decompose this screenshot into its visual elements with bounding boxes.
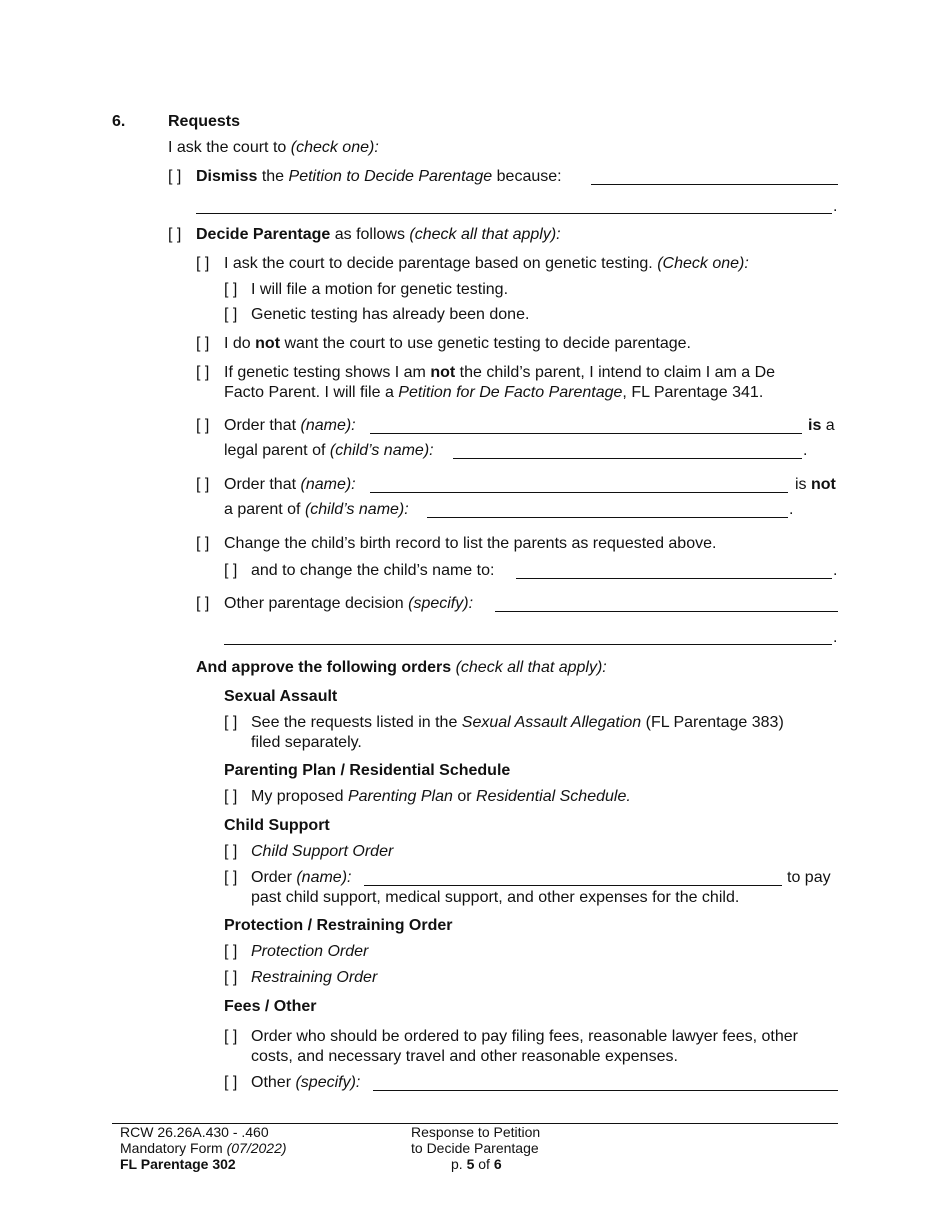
parenting-plan-checkbox[interactable]: [ ] xyxy=(224,788,238,805)
parenting-plan-heading: Parenting Plan / Residential Schedule xyxy=(224,762,511,779)
approve-label: And approve the following orders (check all that apply): xyxy=(196,659,607,676)
no-genetic-checkbox[interactable]: [ ] xyxy=(196,335,210,352)
order-is-parent-checkbox[interactable]: [ ] xyxy=(196,417,210,434)
defacto-line-2: Facto Parent. I will file a Petition for De Facto Parentage, FL Parentage 341. xyxy=(224,384,764,401)
genetic-done-checkbox[interactable]: [ ] xyxy=(224,306,238,323)
fees-line-2: costs, and necessary travel and other reasonable expenses. xyxy=(251,1048,678,1065)
decide-parentage-label: Decide Parentage as follows (check all that apply): xyxy=(196,226,561,243)
order-not-parent-is-not: is not xyxy=(795,476,836,493)
other-label: Other (specify): xyxy=(251,1074,361,1091)
fees-heading: Fees / Other xyxy=(224,998,317,1015)
order-not-parent-checkbox[interactable]: [ ] xyxy=(196,476,210,493)
change-name-field[interactable] xyxy=(516,578,832,579)
birth-record-label: Change the child’s birth record to list the parents as requested above. xyxy=(224,535,717,552)
sexual-assault-line-1: See the requests listed in the Sexual Assault Allegation (FL Parentage 383) xyxy=(251,714,784,731)
past-support-to-pay: to pay xyxy=(787,869,831,886)
order-is-parent-name-field[interactable] xyxy=(370,433,802,434)
protection-order-checkbox[interactable]: [ ] xyxy=(224,943,238,960)
restraining-order-label: Restraining Order xyxy=(251,969,378,986)
change-name-checkbox[interactable]: [ ] xyxy=(224,562,238,579)
other-checkbox[interactable]: [ ] xyxy=(224,1074,238,1091)
past-support-checkbox[interactable]: [ ] xyxy=(224,869,238,886)
order-is-parent-is-a: is a xyxy=(808,417,835,434)
child-support-order-checkbox[interactable]: [ ] xyxy=(224,843,238,860)
order-not-parent-child-field[interactable] xyxy=(427,517,788,518)
intro-text: I ask the court to (check one): xyxy=(168,139,379,156)
dismiss-reason-field[interactable] xyxy=(591,184,838,185)
other-decision-label: Other parentage decision (specify): xyxy=(224,595,474,612)
child-support-heading: Child Support xyxy=(224,817,330,834)
other-decision-checkbox[interactable]: [ ] xyxy=(196,595,210,612)
other-specify-field[interactable] xyxy=(373,1090,838,1091)
sexual-assault-line-2: filed separately. xyxy=(251,734,362,751)
genetic-testing-checkbox[interactable]: [ ] xyxy=(196,255,210,272)
sexual-assault-heading: Sexual Assault xyxy=(224,688,338,705)
section-number: 6. xyxy=(112,113,126,130)
section-title: Requests xyxy=(168,113,241,130)
parenting-plan-label: My proposed Parenting Plan or Residential Schedule. xyxy=(251,788,631,805)
birth-record-checkbox[interactable]: [ ] xyxy=(196,535,210,552)
footer-mandatory: Mandatory Form (07/2022) xyxy=(120,1140,287,1156)
other-decision-field-2[interactable] xyxy=(224,644,832,645)
order-is-parent-line-2: legal parent of (child’s name): xyxy=(224,442,434,459)
footer-rcw: RCW 26.26A.430 - .460 xyxy=(120,1124,269,1140)
change-name-label: and to change the child’s name to: xyxy=(251,562,495,579)
order-is-parent-label: Order that (name): xyxy=(224,417,356,434)
defacto-line-1: If genetic testing shows I am not the child’s parent, I intend to claim I am a De xyxy=(224,364,776,381)
footer-form-number: FL Parentage 302 xyxy=(120,1156,236,1172)
dismiss-label: Dismiss the Petition to Decide Parentage because: xyxy=(196,168,562,185)
order-not-parent-name-field[interactable] xyxy=(370,492,788,493)
order-is-parent-child-field[interactable] xyxy=(453,458,802,459)
dismiss-reason-field-2[interactable] xyxy=(196,213,832,214)
past-support-name-field[interactable] xyxy=(364,885,782,886)
child-support-order-label: Child Support Order xyxy=(251,843,394,860)
protection-heading: Protection / Restraining Order xyxy=(224,917,453,934)
genetic-testing-label: I ask the court to decide parentage based on genetic testing. (Check one): xyxy=(224,255,749,272)
genetic-motion-label: I will file a motion for genetic testing. xyxy=(251,281,509,298)
period: . xyxy=(789,501,794,518)
period: . xyxy=(833,562,838,579)
genetic-motion-checkbox[interactable]: [ ] xyxy=(224,281,238,298)
restraining-order-checkbox[interactable]: [ ] xyxy=(224,969,238,986)
order-not-parent-line-2: a parent of (child’s name): xyxy=(224,501,409,518)
past-support-label: Order (name): xyxy=(251,869,352,886)
period: . xyxy=(803,442,808,459)
past-support-line-2: past child support, medical support, and other expenses for the child. xyxy=(251,889,740,906)
other-decision-field[interactable] xyxy=(495,611,838,612)
decide-parentage-checkbox[interactable]: [ ] xyxy=(168,226,182,243)
period: . xyxy=(833,629,838,646)
period: . xyxy=(833,198,838,215)
footer-title-1: Response to Petition xyxy=(411,1124,541,1140)
defacto-checkbox[interactable]: [ ] xyxy=(196,364,210,381)
protection-order-label: Protection Order xyxy=(251,943,369,960)
no-genetic-label: I do not want the court to use genetic testing to decide parentage. xyxy=(224,335,691,352)
footer-page-number: p. 5 of 6 xyxy=(451,1156,502,1172)
order-not-parent-label: Order that (name): xyxy=(224,476,356,493)
genetic-done-label: Genetic testing has already been done. xyxy=(251,306,530,323)
fees-line-1: Order who should be ordered to pay filing fees, reasonable lawyer fees, other xyxy=(251,1028,798,1045)
fees-checkbox[interactable]: [ ] xyxy=(224,1028,238,1045)
footer-title-2: to Decide Parentage xyxy=(411,1140,539,1156)
sexual-assault-checkbox[interactable]: [ ] xyxy=(224,714,238,731)
dismiss-checkbox[interactable]: [ ] xyxy=(168,168,182,185)
